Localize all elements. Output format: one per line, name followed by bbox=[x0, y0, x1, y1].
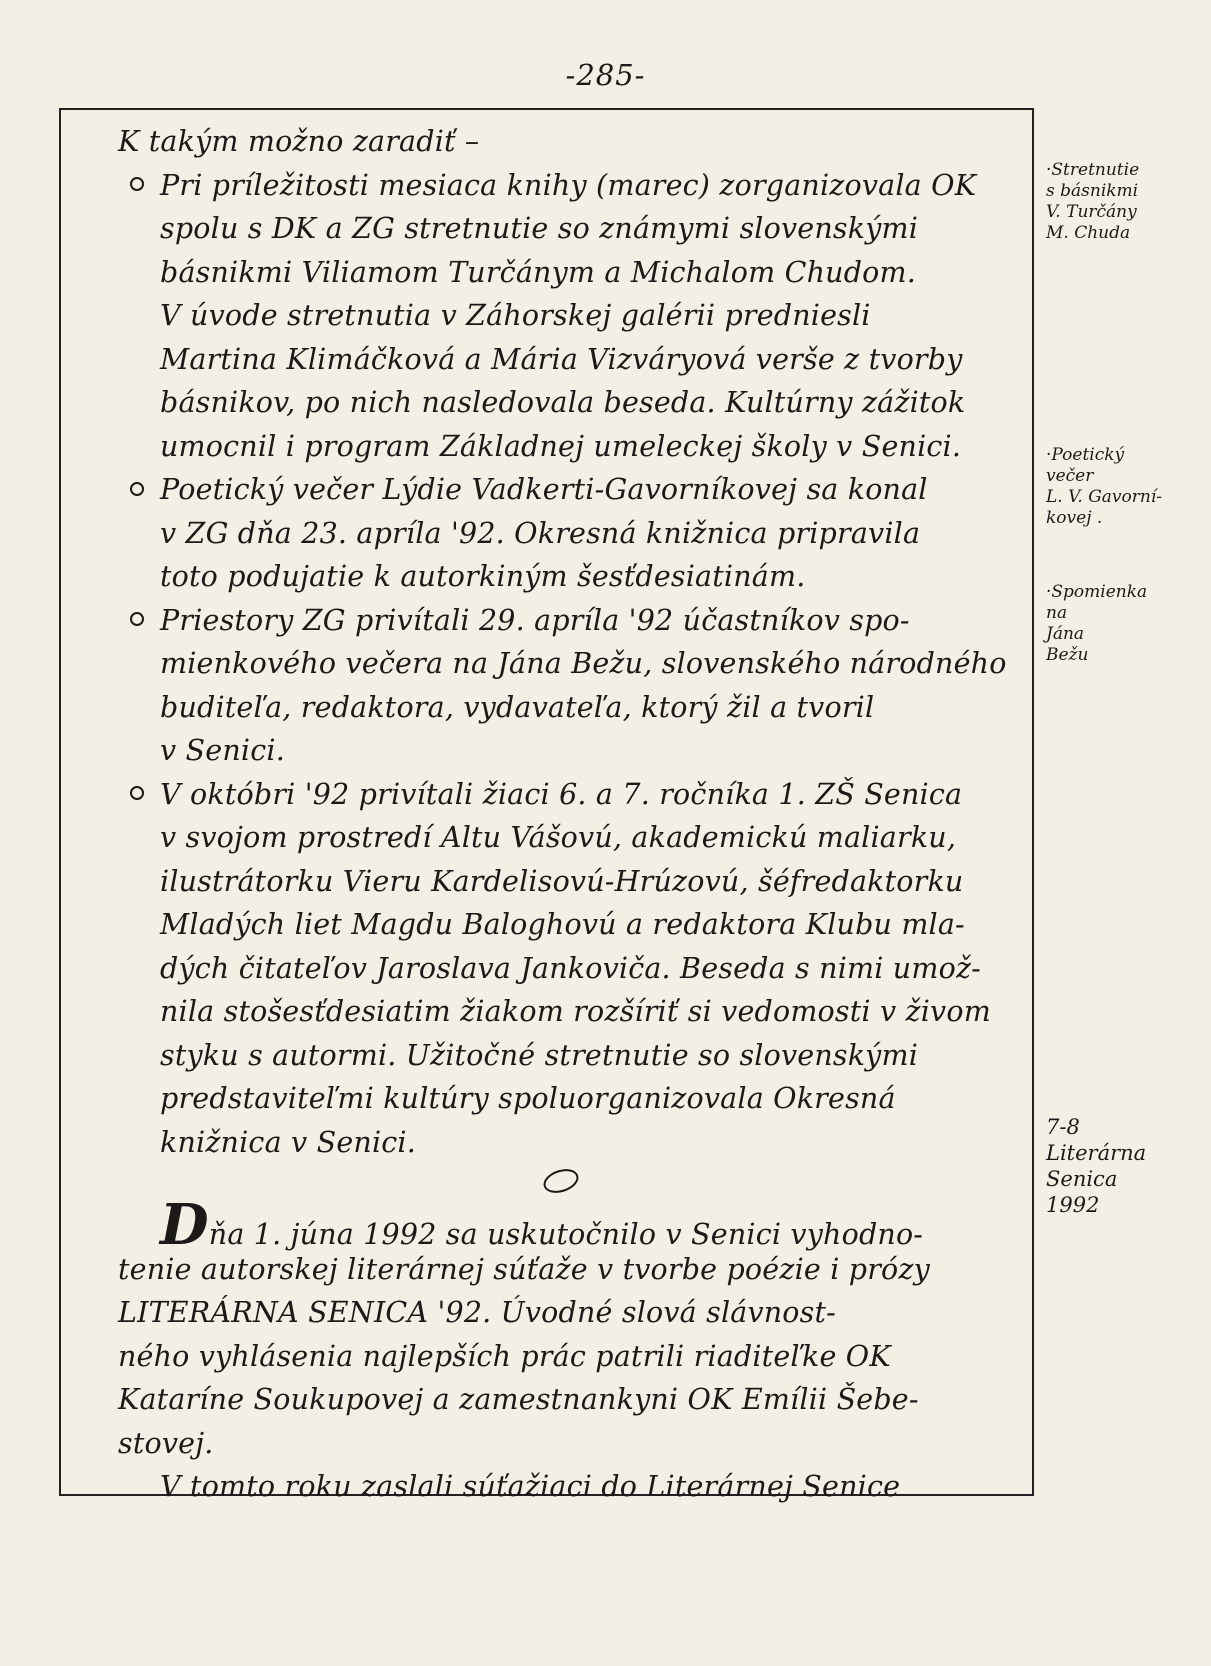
item-line: spolu s DK a ZG stretnutie so známymi slovenskými bbox=[160, 212, 919, 245]
drop-initial: D bbox=[160, 1192, 209, 1258]
section-separator bbox=[118, 1164, 1028, 1204]
margin-note-line: ·Poetický bbox=[1046, 445, 1125, 465]
item-line: Pri príležitosti mesiaca knihy (marec) zorganizovala OK bbox=[160, 168, 977, 202]
ring-icon bbox=[540, 1165, 581, 1197]
margin-note-line: Jána bbox=[1046, 624, 1085, 644]
item-line: V októbri '92 privítali žiaci 6. a 7. ročníka 1. ZŠ Senica bbox=[160, 777, 963, 811]
bullet-icon bbox=[130, 177, 144, 191]
item-line: básnikov, po nich nasledovala beseda. Kultúrny zážitok bbox=[160, 386, 966, 419]
section-line: ňa 1. júna 1992 sa uskutočnilo v Senici vyhodno- bbox=[208, 1218, 924, 1251]
item-line: Martina Klimáčková a Mária Vizváryová verše z tvorby bbox=[160, 342, 963, 376]
margin-note-line: 1992 bbox=[1046, 1193, 1100, 1217]
item-line: v svojom prostredí Altu Vášovú, akademickú maliarku, bbox=[160, 821, 957, 854]
section-line: ného vyhlásenia najlepších prác patrili riaditeľke OK bbox=[118, 1339, 891, 1373]
margin-note bbox=[1046, 445, 1206, 529]
section-line: stovej. bbox=[118, 1426, 214, 1460]
item-line: toto podujatie k autorkiným šesťdesiatinám. bbox=[160, 560, 806, 593]
margin-note-line: Bežu bbox=[1046, 645, 1089, 665]
item-line: nila stošesťdesiatim žiakom rozšíriť si vedomosti v živom bbox=[160, 995, 991, 1028]
margin-note bbox=[1046, 1114, 1206, 1218]
item-line: ilustrátorku Vieru Kardelisovú-Hrúzovú, šéfredaktorku bbox=[160, 864, 964, 898]
margin-note-line: ·Spomienka bbox=[1046, 582, 1148, 602]
item-line: Priestory ZG privítali 29. apríla '92 účastníkov spo- bbox=[160, 603, 910, 637]
section-line: Kataríne Soukupovej a zamestnankyni OK Emílii Šebe- bbox=[118, 1383, 919, 1416]
margin-note-line: M. Chuda bbox=[1046, 223, 1131, 243]
item-line: predstaviteľmi kultúry spoluorganizovala Okresná bbox=[160, 1082, 896, 1115]
margin-note-line: večer bbox=[1046, 466, 1094, 486]
bullet-icon bbox=[130, 612, 144, 626]
margin-note-line: kovej . bbox=[1046, 508, 1103, 528]
section-line: tenie autorskej literárnej súťaže v tvorbe poézie i prózy bbox=[118, 1252, 930, 1286]
margin-note bbox=[1046, 160, 1206, 244]
item-line: v Senici. bbox=[160, 734, 285, 767]
item-line: v ZG dňa 23. apríla '92. Okresná knižnica pripravila bbox=[160, 516, 921, 550]
section-line: LITERÁRNA SENICA '92. Úvodné slová slávnost- bbox=[118, 1296, 836, 1329]
item-line: buditeľa, redaktora, vydavateľa, ktorý žil a tvoril bbox=[160, 690, 875, 724]
margin-note bbox=[1046, 582, 1206, 666]
list-item bbox=[118, 468, 1028, 512]
margin-note-line: 7-8 bbox=[1046, 1115, 1080, 1139]
item-line: básnikmi Viliamom Turčánym a Michalom Chudom. bbox=[160, 255, 916, 289]
margin-note-line: V. Turčány bbox=[1046, 202, 1137, 222]
item-line: styku s autormi. Užitočné stretnutie so slovenskými bbox=[160, 1038, 919, 1072]
margin-note-line: Senica bbox=[1046, 1167, 1118, 1191]
list-item bbox=[118, 599, 1028, 643]
margin-note-line: s básnikmi bbox=[1046, 181, 1139, 201]
margin-note-line: Literárna bbox=[1046, 1141, 1147, 1165]
main-text bbox=[118, 120, 1028, 1509]
bullet-icon bbox=[130, 786, 144, 800]
item-line: umocnil i program Základnej umeleckej školy v Senici. bbox=[160, 429, 962, 463]
section-line: V tomto roku zaslali súťažiaci do Literárnej Senice bbox=[160, 1470, 901, 1503]
item-line: Poetický večer Lýdie Vadkerti-Gavorníkovej sa konal bbox=[160, 473, 928, 506]
item-line: V úvode stretnutia v Záhorskej galérii predniesli bbox=[160, 299, 871, 332]
item-line: dých čitateľov Jaroslava Jankoviča. Beseda s nimi umož- bbox=[160, 951, 981, 985]
item-line: mienkového večera na Jána Bežu, slovenského národného bbox=[160, 647, 1007, 680]
margin-note-line: na bbox=[1046, 603, 1068, 623]
item-line: Mladých liet Magdu Baloghovú a redaktora Klubu mla- bbox=[160, 908, 965, 941]
item-line: knižnica v Senici. bbox=[160, 1125, 416, 1159]
list-item bbox=[118, 773, 1028, 817]
list-item bbox=[118, 164, 1028, 208]
margin-note-line: L. V. Gavorní- bbox=[1046, 487, 1163, 507]
intro-line: K takým možno zaradiť – bbox=[118, 125, 480, 158]
page-number: -285- bbox=[565, 58, 646, 92]
margin-note-line: ·Stretnutie bbox=[1046, 160, 1140, 180]
bullet-icon bbox=[130, 482, 144, 496]
section-first-line bbox=[118, 1192, 1028, 1258]
